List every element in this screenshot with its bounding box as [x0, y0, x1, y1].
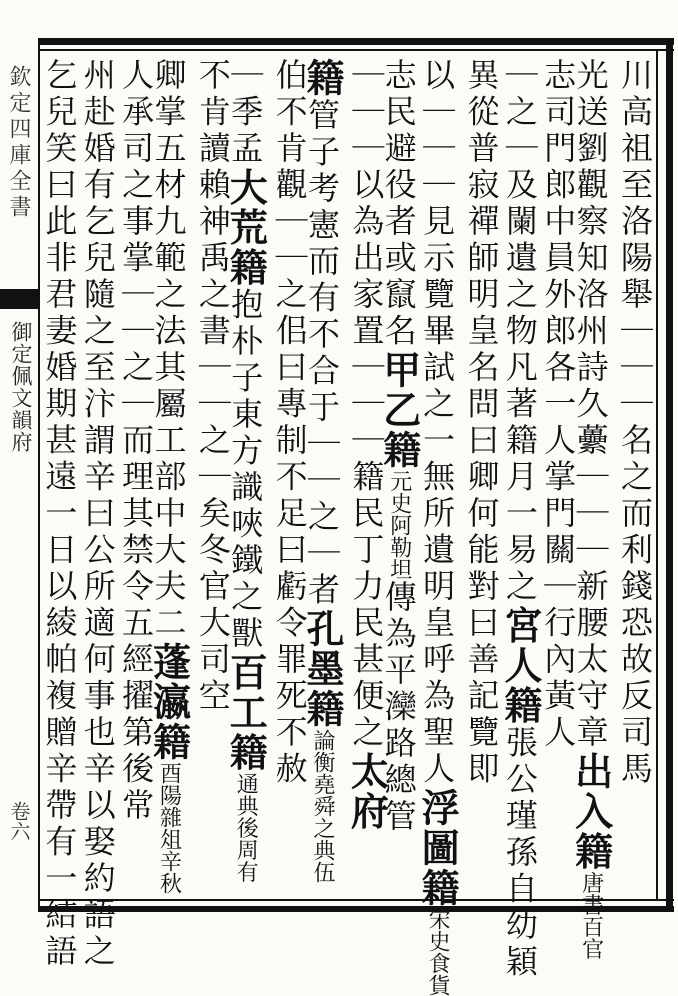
column-text: 人承司之事掌｜｜之｜而理其禁令	[117, 58, 156, 606]
source-note: 酉陽雜俎辛秋	[156, 762, 182, 894]
text-column	[223, 58, 270, 898]
column-text: 志司門郎中員外郎各一人掌門關｜行內黃人	[539, 58, 578, 752]
column-text: 五經擢第後常	[117, 605, 156, 825]
text-column	[497, 58, 543, 981]
text-column	[462, 58, 500, 898]
text-column	[270, 58, 308, 898]
text-column	[194, 58, 232, 898]
column-text: 卿掌五材九範之法其屬工部中大夫二	[149, 58, 188, 642]
column-text: 志民避役者或竄名	[379, 58, 418, 350]
source-note: 唐書百官	[578, 871, 604, 960]
entry-heading: 宮人籍	[497, 605, 543, 726]
text-column	[117, 58, 155, 898]
column-text: 抱朴子東方識唊鐵之獸	[226, 287, 265, 653]
column-text: 光送劉觀察知洛州詩久虆｜｜｜新腰太守章	[571, 58, 610, 752]
column-text: ｜｜｜以為出家	[347, 58, 386, 314]
source-note: 元史阿勒坦	[386, 470, 412, 580]
entry-heading: 大荒籍	[223, 167, 269, 288]
entry-heading: 孔墨籍	[300, 609, 345, 729]
column-text: 異從普寂禪師明皇名問曰卿何能對曰善記覽即	[462, 58, 501, 788]
source-note: 論衡堯舜之典伍	[310, 729, 335, 883]
text-column	[568, 58, 615, 960]
column-text: 冬官大司空	[193, 532, 232, 715]
source-note: 通典後周有	[233, 772, 259, 883]
margin-work-title: 御定佩文韻府	[9, 321, 33, 453]
entry-heading: 籍	[300, 58, 345, 98]
text-column	[146, 58, 193, 898]
entry-heading: 蓬瀛籍	[146, 642, 192, 762]
column-text: 乞兒笑曰此非君妻婚期甚遠一日以綾帕複贈辛帶有一結語	[40, 58, 79, 971]
text-columns	[40, 52, 654, 996]
column-text: ｜之｜及闌遺之物凡著籍月一易之	[500, 58, 539, 606]
column-text: 佀曰專制不足曰虧令罪死不赦	[270, 313, 309, 788]
entry-heading: 甲乙籍	[376, 350, 422, 470]
entry-heading: 出入籍	[568, 751, 614, 872]
text-column	[344, 58, 390, 898]
entry-heading: 太府	[344, 751, 390, 832]
entry-heading: 百工籍	[223, 652, 269, 773]
entry-heading: 浮圖籍	[415, 788, 461, 908]
column-text: 不肯讀	[193, 58, 232, 168]
text-column	[539, 58, 577, 898]
text-column	[376, 58, 423, 898]
column-text: 川高祖至洛陽舉｜｜｜名之而利錢恐故反司馬	[616, 58, 654, 788]
column-text: 管子考憲而有不合于｜｜之｜者	[303, 98, 341, 609]
fold-margin	[0, 45, 38, 905]
column-text: 州赴婚有乞兒隨之至汴謂辛曰公所適何事也辛以娶約語之	[78, 58, 117, 971]
text-column	[300, 58, 347, 898]
column-text: 以｜｜｜見示覽畢試之一無所遺明皇呼為聖人	[418, 58, 457, 788]
column-text: ｜季孟	[226, 58, 265, 168]
margin-page-label: 卷六	[7, 801, 31, 841]
text-column	[616, 58, 654, 898]
text-column	[415, 58, 462, 996]
fish-tail-mark	[0, 289, 38, 309]
column-text: 置｜｜｜籍民丁力民甚便之	[347, 313, 386, 752]
column-text: 張公瑾孫自幼穎	[500, 725, 539, 981]
source-note: 宋史食貨	[425, 908, 451, 996]
frame-right-border	[666, 38, 673, 912]
column-text: 伯不肯觀｜｜之	[270, 58, 309, 314]
frame-top-inner-border	[38, 49, 674, 51]
frame-top-border	[38, 38, 674, 45]
column-text: 傳為平灤路總管	[379, 580, 418, 836]
margin-book-title: 欽定四庫全書	[6, 65, 31, 221]
text-column	[78, 58, 117, 971]
text-column	[40, 58, 79, 971]
column-text: 賴神禹之書｜｜之｜矣	[193, 167, 232, 533]
frame-right-inner-border	[656, 49, 658, 901]
